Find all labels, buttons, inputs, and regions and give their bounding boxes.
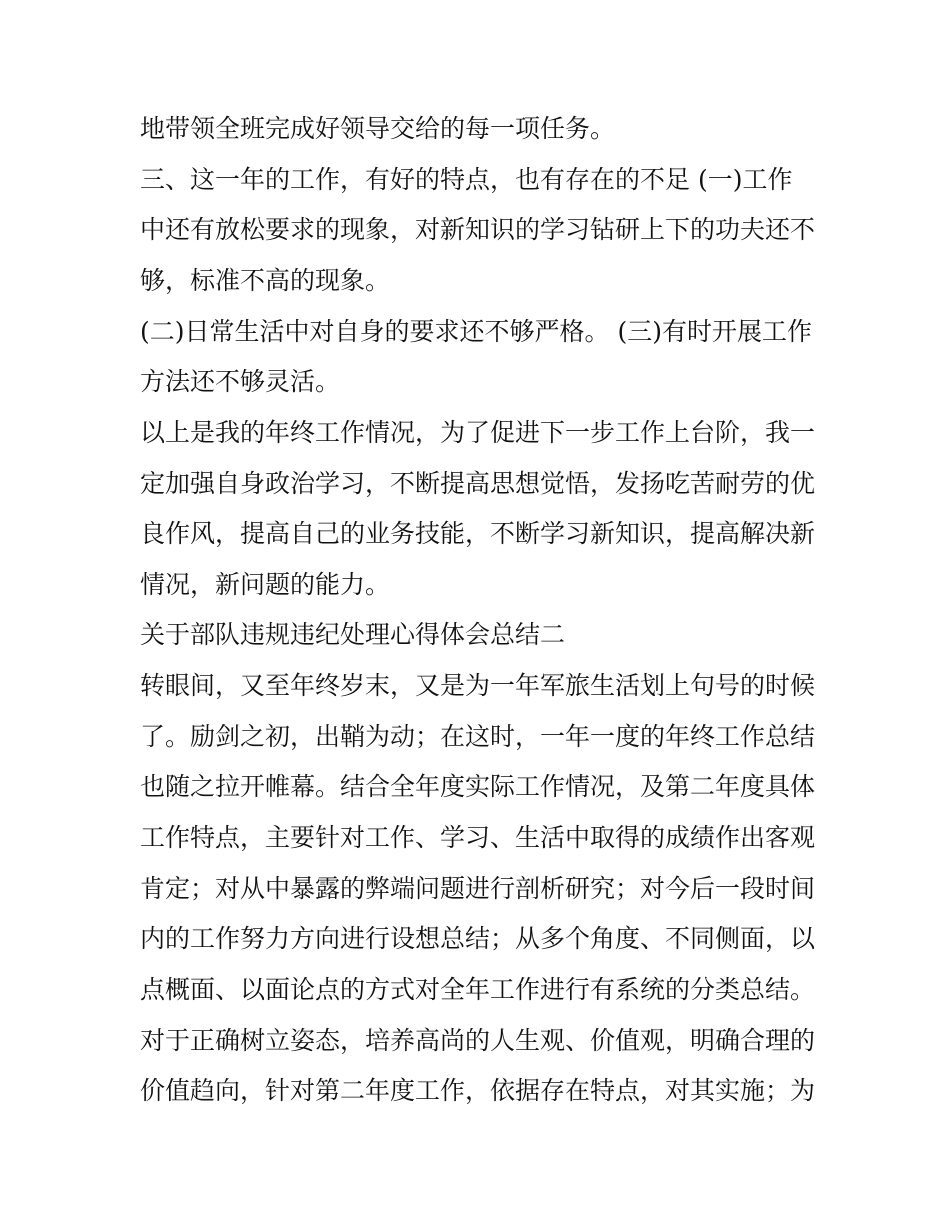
text-line: 情况，新问题的能力。 <box>140 570 391 599</box>
section-heading: 关于部队违规违纪处理心得体会总结二 <box>140 620 566 649</box>
text-line: 良作风，提高自己的业务技能，不断学习新知识，提高解决新 <box>140 519 816 548</box>
text-line: 内的工作努力方向进行设想总结；从多个角度、不同侧面，以 <box>140 924 816 953</box>
text-line: 地带领全班完成好领导交给的每一项任务。 <box>140 114 616 143</box>
text-line: 方法还不够灵活。 <box>140 367 341 396</box>
text-line: 定加强自身政治学习，不断提高思想觉悟，发扬吃苦耐劳的优 <box>140 469 816 498</box>
text-line: 以上是我的年终工作情况，为了促进下一步工作上台阶，我一 <box>140 418 816 447</box>
text-line: 工作特点，主要针对工作、学习、生活中取得的成绩作出客观 <box>140 823 816 852</box>
text-line: 价值趋向，针对第二年度工作，依据存在特点，对其实施；为 <box>140 1076 816 1105</box>
text-line: 够，标准不高的现象。 <box>140 266 391 295</box>
text-line: 转眼间，又至年终岁末，又是为一年军旅生活划上句号的时候 <box>140 671 816 700</box>
text-line: 也随之拉开帷幕。结合全年度实际工作情况，及第二年度具体 <box>140 772 816 801</box>
text-line: 了。励剑之初，出鞘为动；在这时，一年一度的年终工作总结 <box>140 722 816 751</box>
text-line: 中还有放松要求的现象，对新知识的学习钻研上下的功夫还不 <box>140 215 816 244</box>
text-line: 肯定；对从中暴露的弊端问题进行剖析研究；对今后一段时间 <box>140 874 816 903</box>
text-line: 三、这一年的工作，有好的特点，也有存在的不足 (一)工作 <box>140 165 793 194</box>
text-line: 对于正确树立姿态，培养高尚的人生观、价值观，明确合理的 <box>140 1026 816 1055</box>
text-line: 点概面、以面论点的方式对全年工作进行有系统的分类总结。 <box>140 975 816 1004</box>
text-line: (二)日常生活中对自身的要求还不够严格。 (三)有时开展工作 <box>140 317 812 346</box>
